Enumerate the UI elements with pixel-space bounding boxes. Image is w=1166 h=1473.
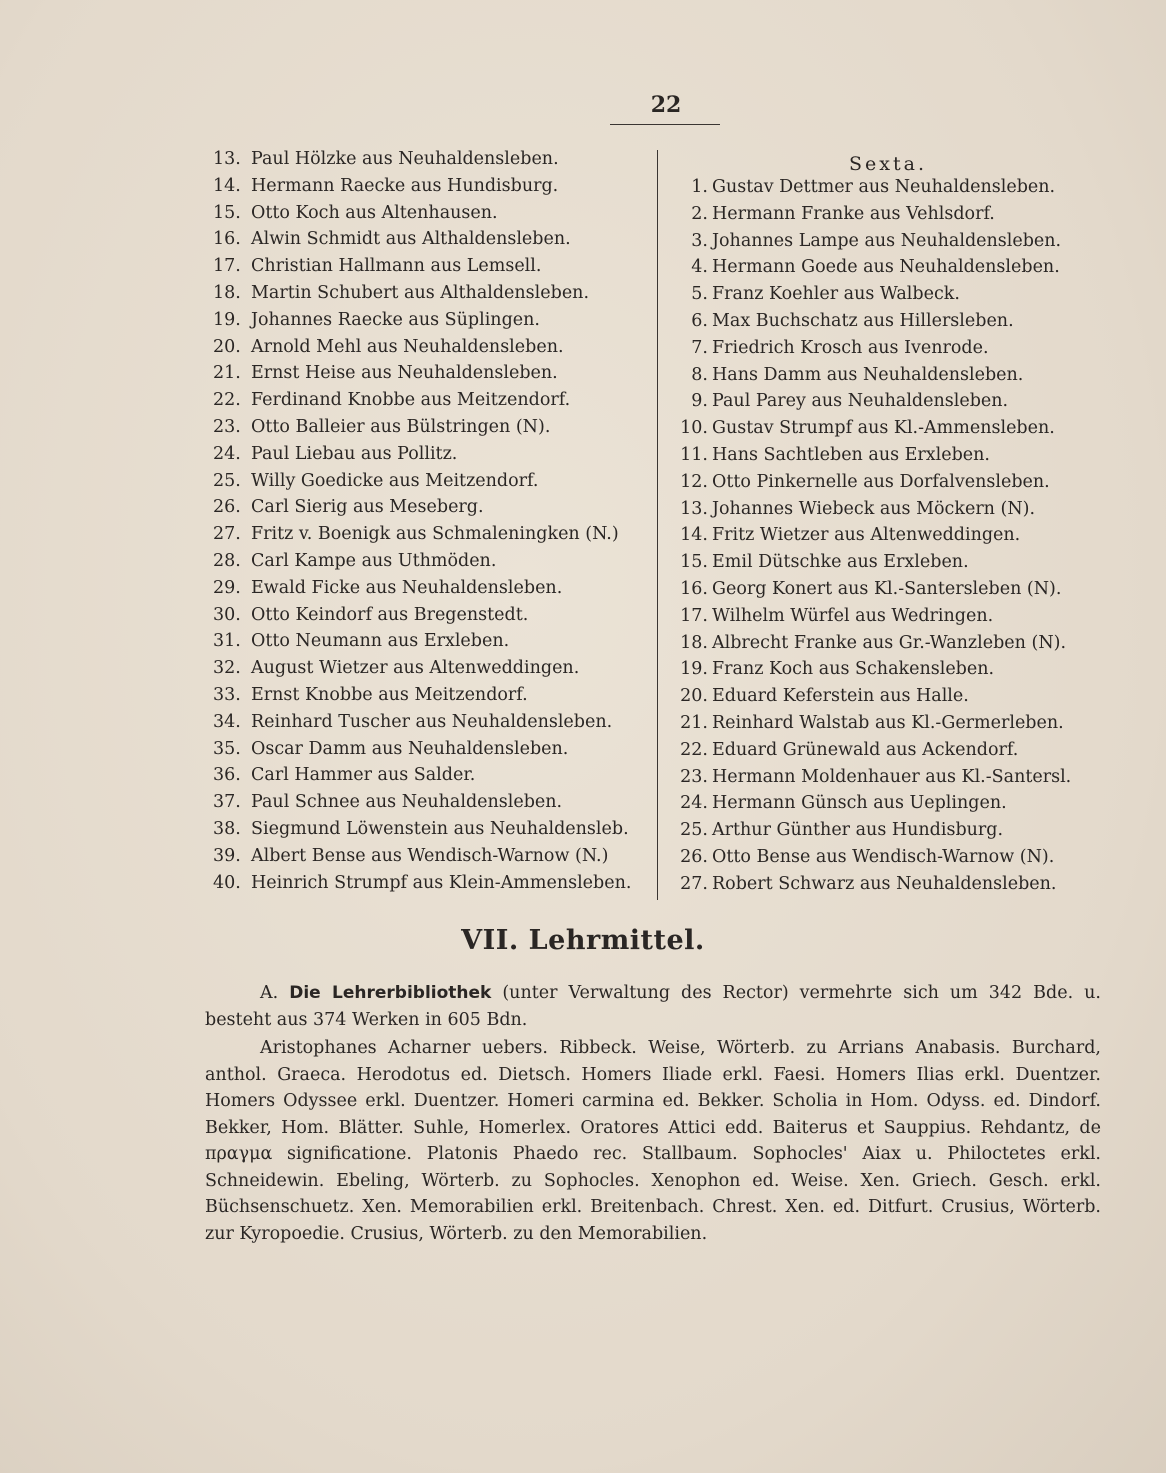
list-item [668,817,1108,844]
list-item-number: 16. [213,229,241,250]
list-item-number: 22. [213,390,241,411]
list-item-number: 38. [213,818,241,839]
page-number-rule [610,124,720,125]
list-item-number: 7. [691,337,708,358]
list-item-text: Otto Bense aus Wendisch-Warnow (N). [712,846,1055,867]
list-item-number: 13. [213,149,241,169]
list-item-text: Wilhelm Würfel aus Wedringen. [712,605,994,626]
list-item-number: 20. [213,336,241,357]
list-item-text: Fritz v. Boenigk aus Schmaleningken (N.) [251,524,619,545]
list-item-number: 28. [213,550,241,571]
list-item-number: 11. [680,444,708,465]
list-item [668,764,1108,791]
list-item-text: Friedrich Krosch aus Ivenrode. [712,337,989,358]
list-item [668,442,1108,469]
list-item-text: Paul Parey aus Neuhaldensleben. [712,391,1009,412]
list-item [213,682,661,709]
list-item [668,174,1108,201]
list-item-number: 19. [213,309,241,330]
list-item [213,280,661,307]
list-item-text: Reinhard Tuscher aus Neuhaldensleben. [251,711,613,732]
list-item-text: Hans Sachtleben aus Erxleben. [712,444,990,465]
list-item-text: Robert Schwarz aus Neuhaldensleben. [712,873,1057,894]
list-item-number: 39. [213,845,241,866]
list-item-number: 24. [680,793,708,814]
student-list-left [213,146,661,896]
list-item-text: Carl Kampe aus Uthmöden. [251,550,497,571]
list-item [668,201,1108,228]
list-item-text: Alwin Schmidt aus Althaldensleben. [251,229,571,250]
list-item-number: 15. [213,202,241,223]
list-item [213,307,661,334]
list-item-text: August Wietzer aus Altenweddingen. [251,658,580,679]
list-item-number: 27. [213,524,241,545]
list-item-text: Otto Pinkernelle aus Dorfalvensleben. [712,471,1050,492]
column-divider [657,150,658,900]
list-item-text: Johannes Lampe aus Neuhaldensleben. [712,230,1062,251]
list-item [213,468,661,495]
list-item [668,683,1108,710]
section-heading: VII. Lehrmittel. [461,925,705,956]
list-item [213,709,661,736]
paragraph-lehrerbibliothek [205,980,1101,1033]
list-item-number: 14. [213,175,241,196]
list-item-text: Otto Neumann aus Erxleben. [251,631,510,652]
list-item-number: 19. [680,659,708,680]
list-item [213,655,661,682]
list-item-text: Albrecht Franke aus Gr.-Wanzleben (N). [712,632,1067,653]
list-item-number: 8. [691,364,708,385]
paragraph-bold-title: Die Lehrerbibliothek [289,983,492,1003]
list-item-text: Otto Balleier aus Bülstringen (N). [251,416,551,437]
list-item-number: 33. [213,684,241,705]
list-item-text: Albert Bense aus Wendisch-Warnow (N.) [251,845,609,866]
list-item [213,602,661,629]
list-item [213,736,661,763]
list-item [668,710,1108,737]
paragraph-book-list: Aristophanes Acharner uebers. Ribbeck. Weise, Wörterb. zu Arrians Anabasis. Burchard, anthol. Graeca. Herodotus ed. Dietsch. Homers Iliade erkl. Faesi. Homers Ilias erkl. Duentzer. Homers Odyssee erkl. Duentzer. Homeri carmina ed. Bekker. Scholia in Hom. Odyss. ed. Dindorf. Bekker, Hom. Blätter. Suhle, Homerlex. Oratores Attici edd. Baiterus et Sauppius. Rehdantz, de πραγμα significatione. Platonis Phaedo rec. Stallbaum. Sophocles' Aiax u. Philoctetes erkl. Schneidewin. Ebeling, Wörterb. zu Sophocles. Xenophon ed. Weise. Xen. Griech. Gesch. erkl. Büchsenschuetz. Xen. Memorabilien erkl. Breitenbach. Chrest. Xen. ed. Ditfurt. Crusius, Wörterb. zur Kyropoedie. Crusius, Wörterb. zu den Memorabilien. [205,1038,1101,1244]
list-item [668,737,1108,764]
right-column [668,146,1108,898]
list-item [213,789,661,816]
list-item-number: 15. [680,552,708,573]
list-item-number: 40. [213,872,241,893]
list-item-number: 13. [680,498,708,519]
list-item [668,469,1108,496]
list-item-text: Hermann Franke aus Vehlsdorf. [712,203,995,224]
list-item-text: Paul Schnee aus Neuhaldensleben. [251,792,563,813]
list-item-number: 35. [213,738,241,759]
list-item-number: 3. [691,230,708,251]
list-item-text: Max Buchschatz aus Hillersleben. [712,310,1014,331]
list-item [213,387,661,414]
list-item-number: 23. [213,416,241,437]
list-item-text: Willy Goedicke aus Meitzendorf. [251,470,539,491]
list-item-text: Gustav Dettmer aus Neuhaldensleben. [712,177,1056,197]
list-item [668,308,1108,335]
student-list-sexta [668,174,1108,898]
list-item-text: Johannes Wiebeck aus Möckern (N). [712,498,1036,519]
list-item-number: 2. [691,203,708,224]
list-item [213,521,661,548]
list-item-text: Martin Schubert aus Althaldensleben. [251,282,590,303]
list-item-number: 5. [691,284,708,305]
list-item-number: 4. [691,257,708,278]
list-item-number: 26. [680,846,708,867]
list-item [668,549,1108,576]
list-item [668,630,1108,657]
list-item-number: 14. [680,525,708,546]
list-item [668,362,1108,389]
list-item-text: Paul Liebau aus Pollitz. [251,443,458,464]
left-column [213,146,661,896]
list-item [668,254,1108,281]
list-item [668,871,1108,898]
list-item-text: Eduard Grünewald aus Ackendorf. [712,739,1019,760]
list-item-number: 32. [213,658,241,679]
list-item-text: Oscar Damm aus Neuhaldensleben. [251,738,569,759]
list-item-number: 18. [680,632,708,653]
list-item-number: 26. [213,497,241,518]
list-item-number: 16. [680,578,708,599]
list-item-text: Hermann Goede aus Neuhaldensleben. [712,257,1060,278]
class-title-sexta: Sexta. [849,153,927,175]
list-item-number: 23. [680,766,708,787]
list-item [668,388,1108,415]
list-item-text: Ernst Heise aus Neuhaldensleben. [251,363,558,384]
page-number: 22 [650,92,682,118]
list-item-text: Ewald Ficke aus Neuhaldensleben. [251,577,563,598]
list-item [668,603,1108,630]
list-item [213,762,661,789]
list-item [213,200,661,227]
list-item-text: Franz Koehler aus Walbeck. [712,284,960,305]
list-item [213,226,661,253]
list-item-number: 10. [680,418,708,439]
list-item-number: 17. [680,605,708,626]
list-item [213,173,661,200]
list-item-number: 12. [680,471,708,492]
list-item-text: Hermann Günsch aus Ueplingen. [712,793,1007,814]
list-item-text: Otto Koch aus Altenhausen. [251,202,498,223]
list-item-text: Hermann Raecke aus Hundisburg. [251,175,559,196]
list-item-number: 6. [691,310,708,331]
list-item [213,334,661,361]
list-item-number: 18. [213,282,241,303]
list-item-text: Paul Hölzke aus Neuhaldensleben. [251,149,559,169]
list-item-number: 37. [213,792,241,813]
paragraph-text: (unter Verwaltung des Rector) vermehrte sich um 342 Bde. u. besteht aus 374 Werken in 605 Bdn. [205,983,1101,1030]
list-item-text: Otto Keindorf aus Bregenstedt. [251,604,529,625]
list-item [213,870,661,897]
list-item-text: Siegmund Löwenstein aus Neuhaldensleb. [251,818,629,839]
list-item [668,522,1108,549]
list-item [668,790,1108,817]
list-item-text: Emil Dütschke aus Erxleben. [712,552,969,573]
list-item-text: Ernst Knobbe aus Meitzendorf. [251,684,528,705]
list-item-text: Georg Konert aus Kl.-Santersleben (N). [712,578,1062,599]
list-item-text: Arnold Mehl aus Neuhaldensleben. [251,336,564,357]
paragraph-prefix: A. [260,983,279,1003]
list-item [668,844,1108,871]
list-item-number: 22. [680,739,708,760]
list-item [213,253,661,280]
list-item-number: 24. [213,443,241,464]
list-item-text: Fritz Wietzer aus Altenweddingen. [712,525,1021,546]
list-item-number: 34. [213,711,241,732]
list-item-text: Franz Koch aus Schakensleben. [712,659,995,680]
list-item [213,414,661,441]
list-item [213,146,661,173]
list-item-number: 30. [213,604,241,625]
list-item-number: 25. [680,820,708,841]
list-item [213,575,661,602]
list-item-text: Carl Hammer aus Salder. [251,765,476,786]
list-item-text: Arthur Günther aus Hundisburg. [712,820,1004,841]
list-item-number: 36. [213,765,241,786]
list-item-text: Reinhard Walstab aus Kl.-Germerleben. [712,712,1064,733]
list-item [213,628,661,655]
list-item [668,281,1108,308]
list-item-text: Hermann Moldenhauer aus Kl.-Santersl. [712,766,1072,787]
list-item-text: Heinrich Strumpf aus Klein-Ammensleben. [251,872,632,893]
list-item [213,843,661,870]
list-item-number: 9. [691,391,708,412]
list-item [668,656,1108,683]
list-item [213,441,661,468]
list-item-number: 21. [680,712,708,733]
list-item-text: Hans Damm aus Neuhaldensleben. [712,364,1024,385]
list-item-text: Johannes Raecke aus Süplingen. [251,309,540,330]
list-item-text: Ferdinand Knobbe aus Meitzendorf. [251,390,571,411]
list-item-text: Eduard Keferstein aus Halle. [712,686,969,707]
list-item-number: 21. [213,363,241,384]
list-item [213,360,661,387]
list-item [213,494,661,521]
list-item [668,335,1108,362]
list-item-number: 31. [213,631,241,652]
list-item [668,415,1108,442]
list-item-number: 1. [691,177,708,197]
list-item [668,496,1108,523]
list-item [668,576,1108,603]
list-item [213,548,661,575]
list-item [668,228,1108,255]
list-item-number: 25. [213,470,241,491]
list-item-number: 29. [213,577,241,598]
list-item [213,816,661,843]
list-item-number: 17. [213,256,241,277]
list-item-number: 20. [680,686,708,707]
list-item-text: Gustav Strumpf aus Kl.-Ammensleben. [712,418,1055,439]
list-item-text: Carl Sierig aus Meseberg. [251,497,484,518]
list-item-text: Christian Hallmann aus Lemsell. [251,256,542,277]
list-item-number: 27. [680,873,708,894]
